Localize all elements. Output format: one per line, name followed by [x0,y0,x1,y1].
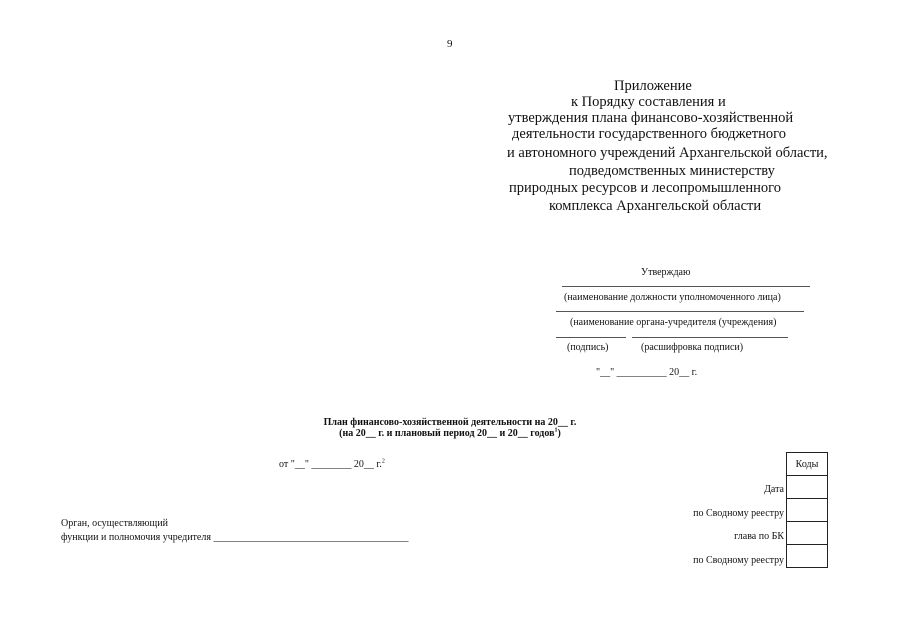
approval-date: "__" __________ 20__ г. [596,367,698,378]
appendix-line: природных ресурсов и лесопромышленного [509,180,782,196]
code-cell-registry[interactable] [787,499,828,522]
signature-line [556,337,626,338]
plan-title [220,417,680,439]
footnote-marker: 1 [554,427,558,434]
code-cell-date[interactable] [787,476,828,499]
footnote-marker: 2 [381,458,385,465]
plan-title-line2-text: (на 20__ г. и плановый период 20__ и 20__ годов [339,428,555,439]
position-caption: (наименование должности уполномоченного лица) [564,292,781,303]
organ-label-line2: функции и полномочия учредителя _______________________________________ [61,532,409,543]
codes-row-label: глава по БК [734,531,784,542]
plan-date [279,459,385,470]
appendix-line: деятельности государственного бюджетного [512,126,786,142]
appendix-line: Приложение [614,78,692,94]
plan-title-line1: План финансово-хозяйственной деятельности на 20__ г. [323,417,577,428]
signature-decode-line [632,337,788,338]
code-cell-bk-chapter[interactable] [787,522,828,545]
codes-header: Коды [787,453,828,476]
appendix-line: подведомственных министерству [569,163,775,179]
organ-caption: (наименование органа-учредителя (учреждения) [570,317,777,328]
codes-row-label: по Сводному реестру [693,508,784,519]
appendix-line: утверждения плана финансово-хозяйственной [508,110,794,126]
codes-row-label: Дата [764,484,784,495]
appendix-line: к Порядку составления и [571,94,726,110]
organ-label-line1: Орган, осуществляющий [61,518,168,529]
appendix-line: комплекса Архангельской области [549,198,762,214]
organ-line [556,311,804,312]
code-cell-registry-2[interactable] [787,545,828,568]
codes-row-label: по Сводному реестру [693,555,784,566]
page-number: 9 [447,38,453,50]
codes-table [786,452,828,568]
signature-decode-caption: (расшифровка подписи) [641,342,744,353]
approve-label: Утверждаю [641,267,691,278]
plan-title-line2: (на 20__ г. и плановый период 20__ и 20__ годов$^1$) [339,427,561,439]
position-line [562,286,810,287]
appendix-line: и автономного учреждений Архангельской области, [507,145,828,161]
plan-date-text: от "__" ________ 20__ г. [279,459,382,470]
signature-caption: (подпись) [567,342,609,353]
